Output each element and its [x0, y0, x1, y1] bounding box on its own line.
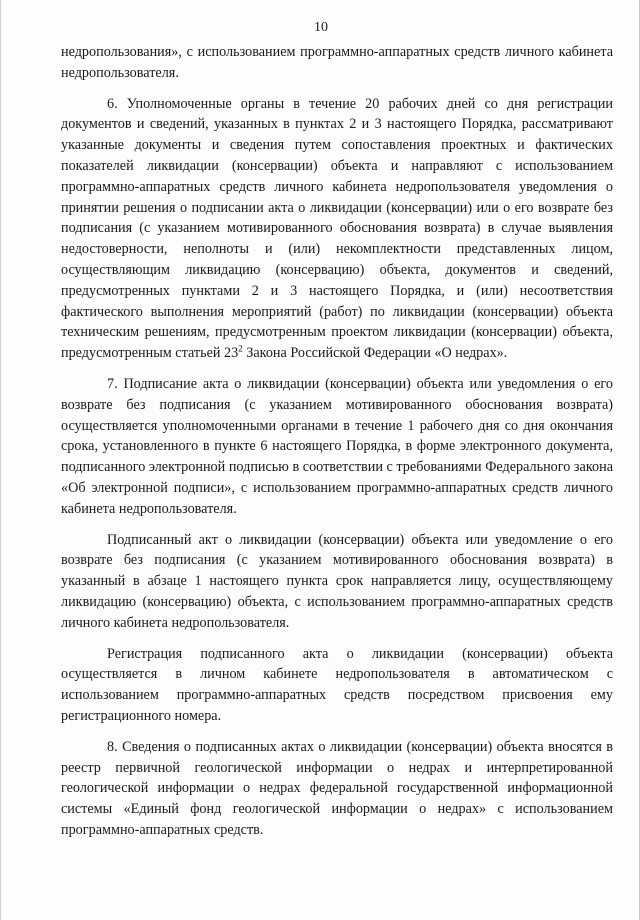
paragraph-item-6-text: 6. Уполномоченные органы в течение 20 рабочих дней со дня регистрации документов и сведений, указанных в пунктах 2 и 3 настоящего Порядка, рассматривают указанные документы и сведения путем сопоставления проектных и фактических показателей ликвидации (консервации) объекта и направляют с использованием программно-аппаратных средств личного кабинета недропользователя уведомления о принятии решения о подписании акта о ликвидации (консервации) или о его возврате без подписания (с указанием мотивированного обоснования возврата) в случае выявления недостоверности, неполноты и (или) некомплектности представленных лицом, осуществляющим ликвидацию (консервацию) объекта, документов и сведений, предусмотренных пунктами 2 и 3 настоящего Порядка, и (или) несоответствия фактического выполнения мероприятий (работ) по ликвидации (консервации) объекта техническим решениям, предусмотренным проектом ликвидации (консервации) объекта, предусмотренным статьей 23: [61, 95, 613, 362]
paragraph-item-7: 7. Подписание акта о ликвидации (консервации) объекта или уведомления о его возврате без подписания (с указанием мотивированного обоснования возврата) осуществляется уполномоченными органами в течение 1 рабочего дня со дня окончания срока, установленного в пункте 6 настоящего Порядка, в форме электронного документа, подписанного электронной подписью в соответствии с требованиями Федерального закона «Об электронной подписи», с использованием программно-аппаратных средств личного кабинета недропользователя.: [61, 375, 613, 517]
paragraph-item-7-abzac-2: Подписанный акт о ликвидации (консервации) объекта или уведомление о его возврате без подписания (с указанием мотивированного обоснования возврата) в указанный в абзаце 1 настоящего пункта срок направляется лицу, осуществляющему ликвидацию (консервацию) объекта, с использованием программно-аппаратных средств личного кабинета недропользователя.: [61, 531, 613, 631]
page-number: 10: [314, 20, 328, 35]
paragraph-item-6: [61, 94, 613, 364]
paragraph-item-8: 8. Сведения о подписанных актах о ликвидации (консервации) объекта вносятся в реестр первичной геологической информации о недрах и интерпретированной геологической информации о недрах федеральной государственной информационной системы «Единый фонд геологической информации о недрах» с использованием программно-аппаратных средств.: [61, 738, 613, 838]
article-superscript: 2: [238, 343, 243, 354]
paragraph-item-7-abzac-3: Регистрация подписанного акта о ликвидации (консервации) объекта осуществляется в личном кабинете недропользователя в автоматическом с использованием программно-аппаратных средств посредством присвоения ему регистрационного номера.: [61, 645, 613, 724]
document-body: [61, 42, 613, 841]
paragraph-continuation: недропользования», с использованием программно-аппаратных средств личного кабинета недропользователя.: [61, 44, 613, 81]
paragraph-item-6-end: Закона Российской Федерации «О недрах».: [242, 345, 508, 362]
